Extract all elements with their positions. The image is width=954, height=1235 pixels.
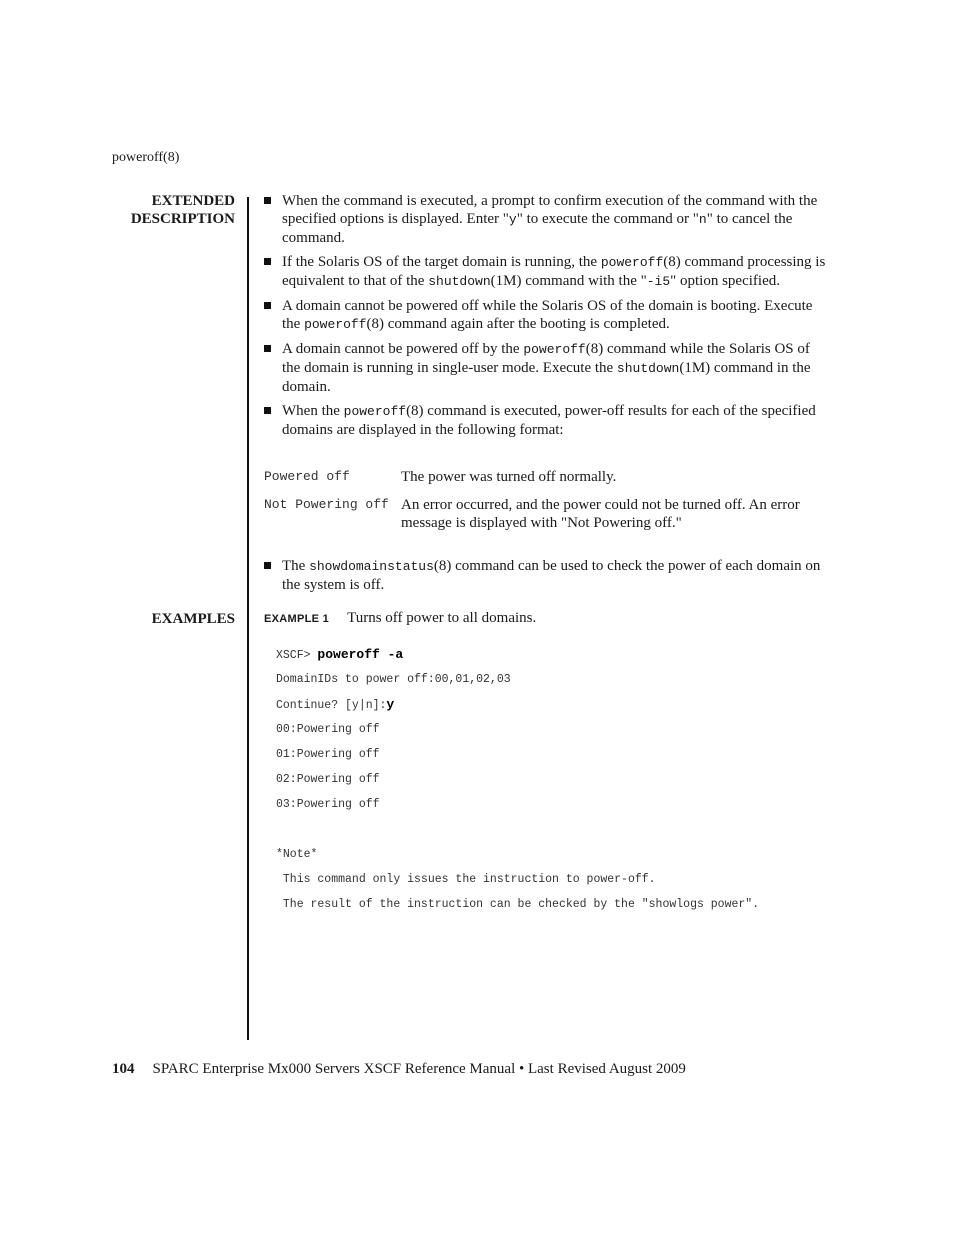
definition-row xyxy=(264,468,829,486)
code-line: XSCF> poweroff -a xyxy=(276,647,404,662)
definition-description: An error occurred, and the power could not be turned off. An error message is displayed with "Not Powering off." xyxy=(401,497,800,531)
page-number: 104 xyxy=(112,1061,135,1077)
bullet-square-icon xyxy=(264,258,271,265)
definition-term: Not Powering off xyxy=(264,497,389,512)
list-item: A domain cannot be powered off while the Solaris OS of the domain is booting. Execute the poweroff(8) command again after the booting is completed. xyxy=(264,297,830,334)
bullet-square-icon xyxy=(264,345,271,352)
page-footer xyxy=(112,1061,686,1078)
section-heading-extended-description xyxy=(131,192,235,228)
code-blank-line xyxy=(276,820,759,845)
code-command: poweroff -a xyxy=(317,647,404,662)
code-line: *Note* xyxy=(276,848,318,861)
list-item: A domain cannot be powered off by the poweroff(8) command while the Solaris OS of the domain is running in single-user mode. Execute the shutdown(1M) command in the domain. xyxy=(264,340,830,396)
list-item: The showdomainstatus(8) command can be used to check the power of each domain on the system is off. xyxy=(264,557,830,594)
code-line: The result of the instruction can be checked by the "showlogs power". xyxy=(276,898,760,911)
section-heading-line: EXTENDED xyxy=(151,193,235,209)
description-bullet-list-continued xyxy=(264,557,830,594)
bullet-square-icon xyxy=(264,562,271,569)
code-line: 01:Powering off xyxy=(276,748,380,761)
example-caption-text: Turns off power to all domains. xyxy=(347,610,537,626)
definition-row xyxy=(264,496,829,532)
code-line: 03:Powering off xyxy=(276,798,380,811)
list-item: When the command is executed, a prompt to confirm execution of the command with the specified options is displayed. Enter "y" to execute the command or "n" to cancel the command. xyxy=(264,192,830,247)
example-label: EXAMPLE 1 xyxy=(264,613,330,625)
running-head: poweroff(8) xyxy=(112,150,180,165)
definition-description: The power was turned off normally. xyxy=(401,469,617,485)
code-line: DomainIDs to power off:00,01,02,03 xyxy=(276,673,511,686)
section-heading-examples: EXAMPLES xyxy=(151,611,235,627)
power-status-definition-table xyxy=(264,468,829,542)
description-bullet-list xyxy=(264,192,830,445)
list-item: If the Solaris OS of the target domain is running, the poweroff(8) command processing is equivalent to that of the shutdown(1M) command with the "-i5" option specified. xyxy=(264,253,830,291)
definition-term: Powered off xyxy=(264,469,350,484)
bullet-square-icon xyxy=(264,302,271,309)
code-line: Continue? [y|n]:y xyxy=(276,697,395,712)
code-line: This command only issues the instruction to power-off. xyxy=(276,873,656,886)
bullet-square-icon xyxy=(264,407,271,414)
code-block xyxy=(276,645,759,920)
section-rule xyxy=(247,197,249,1040)
example-caption xyxy=(264,610,536,627)
list-item: When the poweroff(8) command is executed, power-off results for each of the specified domains are displayed in the following format: xyxy=(264,402,830,439)
section-heading-line: DESCRIPTION xyxy=(130,211,235,227)
code-line: 02:Powering off xyxy=(276,773,380,786)
bullet-square-icon xyxy=(264,197,271,204)
footer-text: SPARC Enterprise Mx000 Servers XSCF Reference Manual • Last Revised August 2009 xyxy=(152,1061,686,1077)
code-answer: y xyxy=(386,697,395,712)
code-line: 00:Powering off xyxy=(276,723,380,736)
